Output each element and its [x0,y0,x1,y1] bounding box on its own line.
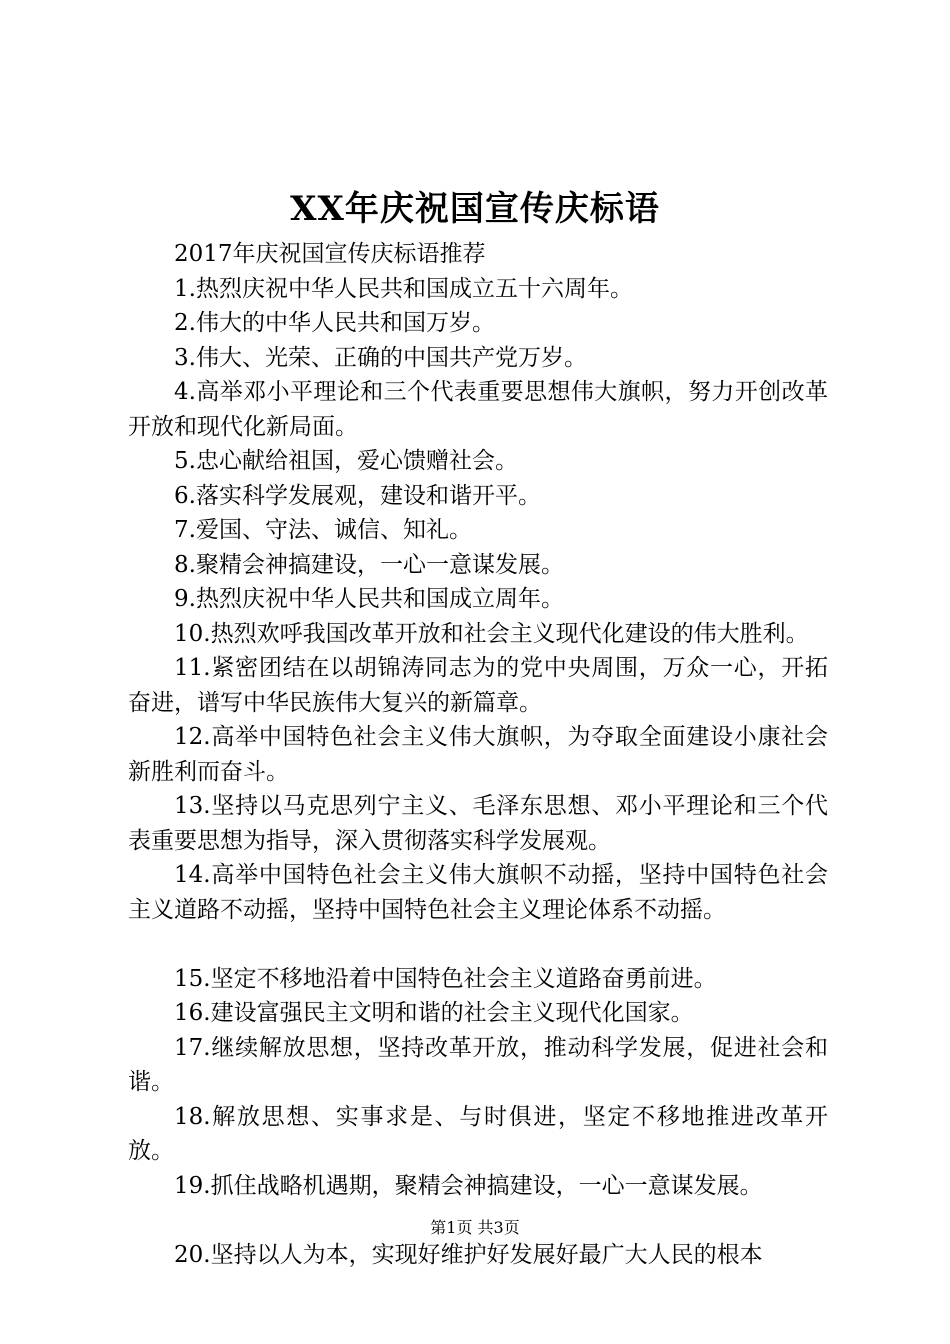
page-footer: 第1页 共3页 [430,1218,520,1237]
slogan-item-3: 3.伟大、光荣、正确的中国共产党万岁。 [174,344,587,371]
slogan-item-4: 4.高举邓小平理论和三个代表重要思想伟大旗帜，努力开创改革开放和现代化新局面。 [128,379,828,440]
document-title: XX年庆祝国宣传庆标语 [290,189,660,229]
slogan-item-16: 16.建设富强民主文明和谐的社会主义现代化国家。 [174,1000,694,1026]
intro-line: 2017年庆祝国宣传庆标语推荐 [174,241,486,267]
slogan-item-9: 9.热烈庆祝中华人民共和国成立周年。 [174,586,564,612]
slogan-item-12: 12.高举中国特色社会主义伟大旗帜，为夺取全面建设小康社会新胜利而奋斗。 [128,724,828,785]
slogan-item-13: 13.坚持以马克思列宁主义、毛泽东思想、邓小平理论和三个代表重要思想为指导，深入贯彻落实科学发展观。 [128,793,828,854]
slogan-item-15: 15.坚定不移地沿着中国特色社会主义道路奋勇前进。 [174,965,717,992]
slogan-item-19: 19.抓住战略机遇期，聚精会神搞建设，一心一意谋发展。 [174,1172,763,1199]
slogan-item-20: 20.坚持以人为本，实现好维护好发展好最广大人民的根本 [174,1241,763,1268]
slogan-item-11: 11.紧密团结在以胡锦涛同志为的党中央周围，万众一心，开拓奋进，谱写中华民族伟大复兴的新篇章。 [128,655,828,716]
slogan-item-6: 6.落实科学发展观，建设和谐开平。 [174,482,541,509]
slogan-item-14: 14.高举中国特色社会主义伟大旗帜不动摇，坚持中国特色社会主义道路不动摇，坚持中国特色社会主义理论体系不动摇。 [128,862,828,923]
slogan-item-8: 8.聚精会神搞建设，一心一意谋发展。 [174,551,564,578]
slogan-item-7: 7.爱国、守法、诚信、知礼。 [174,517,472,543]
slogan-item-5: 5.忠心献给祖国，爱心馈赠社会。 [174,448,518,474]
slogan-item-17: 17.继续解放思想，坚持改革开放，推动科学发展，促进社会和谐。 [128,1034,828,1095]
slogan-item-18: 18.解放思想、实事求是、与时俱进，坚定不移地推进改革开放。 [128,1103,828,1164]
document-body [128,237,828,1272]
slogan-item-2: 2.伟大的中华人民共和国万岁。 [174,310,495,336]
paragraph-gap [128,927,828,962]
slogan-item-1: 1.热烈庆祝中华人民共和国成立五十六周年。 [174,275,633,302]
slogan-item-10: 10.热烈欢呼我国改革开放和社会主义现代化建设的伟大胜利。 [174,620,809,647]
